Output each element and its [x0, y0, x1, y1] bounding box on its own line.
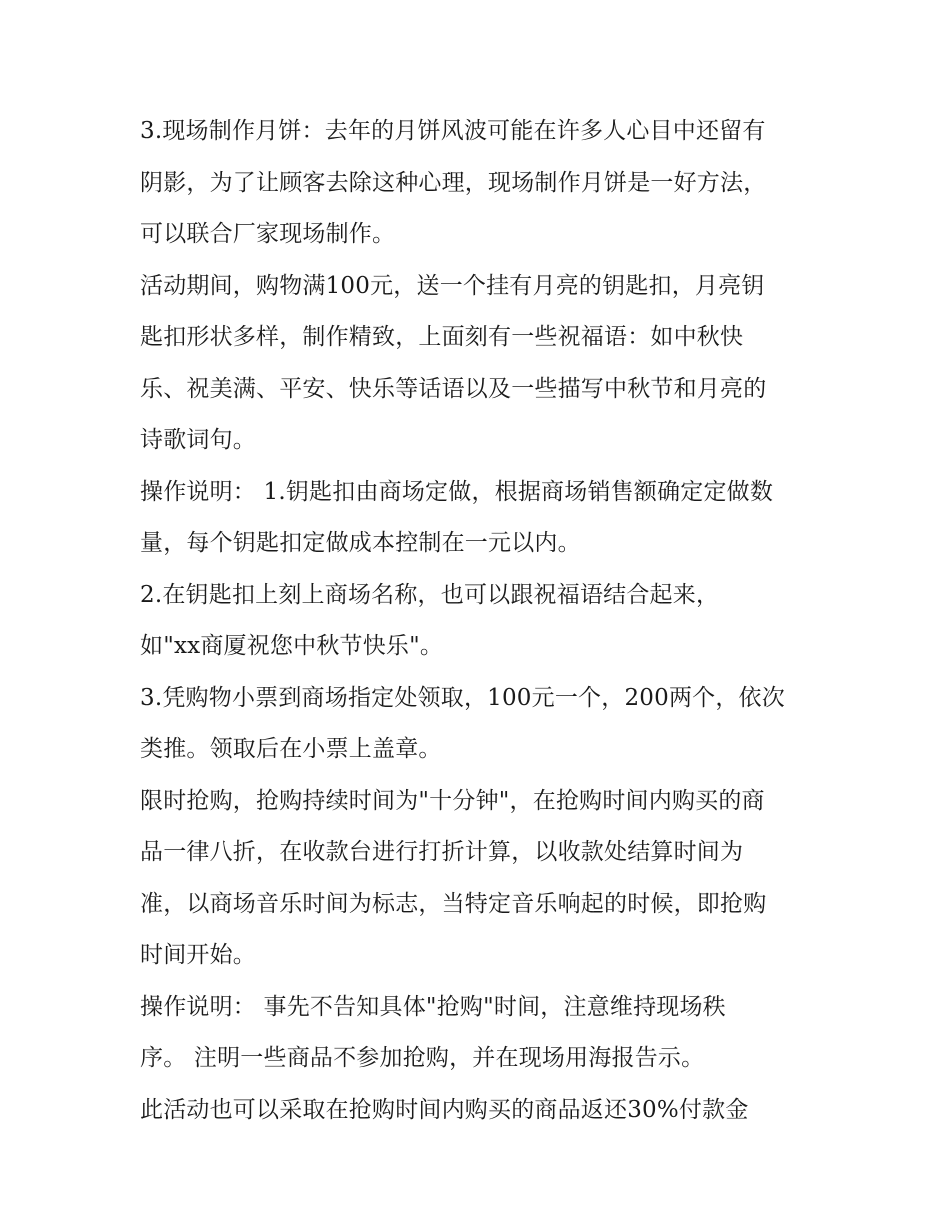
text-line: 品一律八折，在收款台进行打折计算，以收款处结算时间为 — [140, 839, 744, 865]
text-line: 量，每个钥匙扣定做成本控制在一元以内。 — [140, 530, 581, 556]
text-line: 匙扣形状多样，制作精致，上面刻有一些祝福语：如中秋快 — [140, 324, 744, 350]
text-line: 3.现场制作月饼：去年的月饼风波可能在许多人心目中还留有 — [140, 118, 766, 144]
text-line: 诗歌词句。 — [140, 427, 256, 453]
text-line: 如"xx商厦祝您中秋节快乐"。 — [140, 633, 444, 659]
text-line: 序。 注明一些商品不参加抢购，并在现场用海报告示。 — [140, 1045, 705, 1071]
document-body — [140, 106, 830, 1136]
text-line: 可以联合厂家现场制作。 — [140, 221, 396, 247]
text-line: 准，以商场音乐时间为标志，当特定音乐响起的时候，即抢购 — [140, 890, 767, 917]
text-line: 乐、祝美满、平安、快乐等话语以及一些描写中秋节和月亮的 — [140, 375, 767, 402]
text-line: 3.凭购物小票到商场指定处领取，100元一个，200两个，依次 — [140, 684, 785, 711]
text-line: 限时抢购，抢购持续时间为"十分钟"，在抢购时间内购买的商 — [140, 787, 765, 814]
text-line: 操作说明： 事先不告知具体"抢购"时间，注意维持现场秩 — [140, 993, 726, 1020]
text-line: 活动期间，购物满100元，送一个挂有月亮的钥匙扣，月亮钥 — [140, 272, 765, 299]
text-line: 此活动也可以采取在抢购时间内购买的商品返还30%付款金 — [140, 1096, 749, 1123]
text-line: 时间开始。 — [140, 942, 256, 968]
text-line: 2.在钥匙扣上刻上商场名称，也可以跟祝福语结合起来， — [140, 581, 720, 608]
text-line: 操作说明： 1.钥匙扣由商场定做，根据商场销售额确定定做数 — [140, 478, 774, 505]
text-line: 类推。领取后在小票上盖章。 — [140, 736, 442, 762]
text-line: 阴影，为了让顾客去除这种心理，现场制作月饼是一好方法， — [140, 169, 767, 196]
